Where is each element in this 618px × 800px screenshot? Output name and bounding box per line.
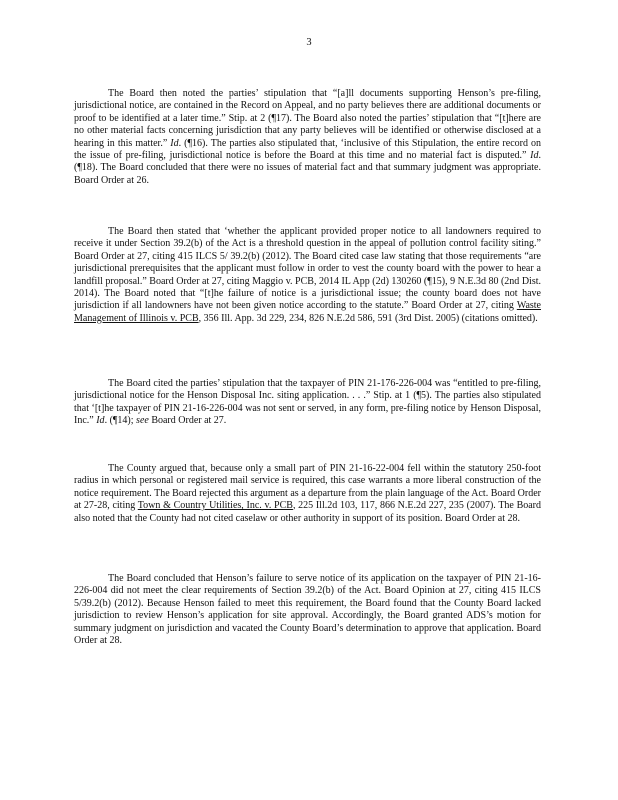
paragraph-text (74, 226, 541, 325)
text-run: The Board then stated that ‘whether the applicant provided proper notice to all landowners required to receive it under Section 39.2(b) of the Act is a threshold question in the appeal of pollution control facility siting.” Board Order at 27, citing 415 ILCS 5/ 39.2(b) (2012). The Board cited case law stating that those requirements “are jurisdictional prerequisites that the applicant must follow in order to vest the county board with the power to hear a landfill proposal.” Board Order at 27, citing Maggio v. PCB, 2014 IL App (2d) 130260 (¶15), 9 N.E.3d 80 (2nd Dist. 2014). The Board noted that “[t]he failure of notice is a jurisdictional issue; the county board does not have jurisdiction if all landowners have not been given notice according to the statute.” Board Order at 27, citing (74, 226, 541, 312)
paragraph-text (74, 463, 541, 525)
citation-signal: Id (96, 415, 105, 427)
paragraph (74, 463, 541, 525)
text-run: . (¶14); (104, 415, 137, 427)
citation-signal: Id (530, 150, 539, 162)
paragraph-text (74, 378, 541, 428)
case-citation: Waste Management of Illinois v. PCB (74, 300, 541, 324)
paragraph-text (74, 573, 541, 647)
text-run: The County argued that, because only a small part of PIN 21-16-22-004 fell within the statutory 250-foot radius in which personal or registered mail service is required, this case warrants a more liberal construction of the notice requirement. The Board rejected this argument as a departure from the plain language of the Act. Board Order at 27-28, citing (74, 463, 541, 512)
paragraph (74, 88, 541, 187)
text-run: The Board cited the parties’ stipulation that the taxpayer of PIN 21-176-226-004 was “entitled to pre-filing, jurisdictional notice for the Henson Disposal Inc. siting application. . . .” Stip. at 1 (¶5). The parties also stipulated that ‘[t]he taxpayer of PIN 21-16-226-004 was not sent or served, in any form, pre-filing notice by Henson Disposal, Inc.” (74, 378, 541, 427)
text-run: . (¶16). The parties also stipulated that, ‘inclusive of this Stipulation, the entire record on the issue of pre-filing, jurisdictional notice is before the Board at this time and no material fact is disputed.” (74, 137, 541, 162)
text-run: The Board then noted the parties’ stipulation that “[a]ll documents supporting Henson’s pre-filing, jurisdictional notice, are contained in the Record on Appeal, and no party believes there are additional documents or proof to be identified at a later time.” Stip. at 2 (¶17). The Board also noted the parties’ stipulation that “[t]here are no other material facts concerning jurisdiction that any party believes will be identified or otherwise disclosed at a hearing in this matter.” (74, 88, 541, 149)
page-number: 3 (306, 37, 312, 48)
case-citation: Town & Country Utilities, Inc. v. PCB (137, 500, 293, 512)
citation-signal: Id (170, 137, 179, 149)
text-run: , 225 Ill.2d 103, 117, 866 N.E.2d 227, 235 (2007). The Board also noted that the County had not cited caselaw or other authority in support of its position. Board Order at 28. (74, 500, 542, 524)
text-run: . (¶18). The Board concluded that there were no issues of material fact and that summary judgment was appropriate. Board Order at 26. (74, 150, 541, 186)
text-run: , 356 Ill. App. 3d 229, 234, 826 N.E.2d 586, 591 (3rd Dist. 2005) (citations omitted). (198, 312, 538, 324)
paragraph (74, 573, 541, 647)
citation-signal: see (136, 415, 149, 427)
paragraph (74, 226, 541, 325)
text-run: Board Order at 27. (148, 415, 227, 427)
paragraph (74, 378, 541, 428)
paragraph-text (74, 88, 541, 187)
text-run: The Board concluded that Henson’s failure to serve notice of its application on the taxpayer of PIN 21-16-226-004 did not meet the clear requirements of Section 39.2(b) of the Act. Board Opinion at 27, citing 415 ILCS 5/39.2(b) (2012). Because Henson failed to meet this requirement, the Board found that the County Board lacked jurisdiction to review Henson’s application for site approval. Accordingly, the Board granted ADS’s motion for summary judgment on jurisdiction and vacated the County Board’s determination to approve that application. Board Order at 28. (74, 573, 541, 647)
